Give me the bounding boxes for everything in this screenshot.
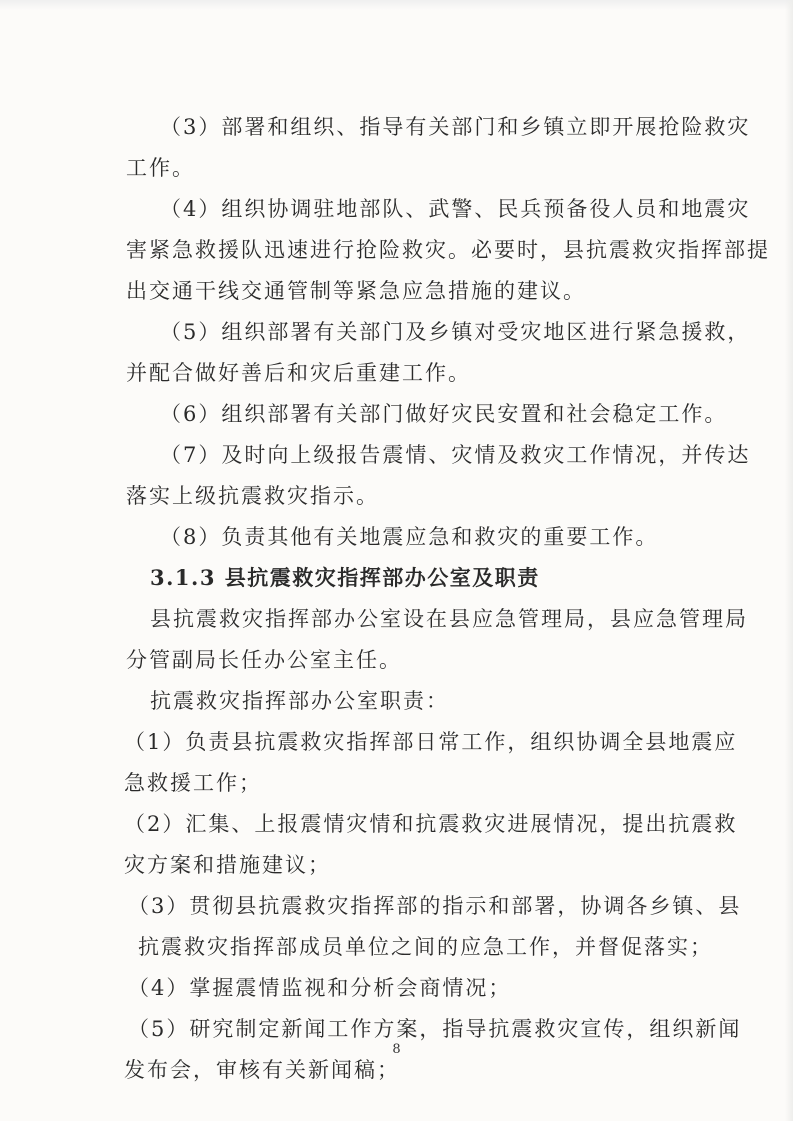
- paragraph-line: 抗震救灾指挥部办公室职责：: [150, 689, 449, 713]
- paragraph-line: 并配合做好善后和灾后重建工作。: [126, 361, 471, 385]
- list-item-line: （2）汇集、上报震情灾情和抗震救灾进展情况，提出抗震救: [124, 812, 738, 836]
- page-number: 8: [392, 1042, 401, 1057]
- list-item-line: 灾方案和措施建议；: [124, 853, 331, 877]
- section-heading: 3.1.3 县抗震救灾指挥部办公室及职责: [150, 565, 540, 590]
- paragraph-line: 分管副局长任办公室主任。: [126, 648, 402, 672]
- list-item-line: 抗震救灾指挥部成员单位之间的应急工作，并督促落实；: [138, 935, 713, 959]
- paragraph-line: 害紧急救援队迅速进行抢险救灾。必要时，县抗震救灾指挥部提: [126, 238, 770, 262]
- paragraph-line: （7）及时向上级报告震情、灾情及救灾工作情况，并传达: [160, 443, 751, 467]
- paragraph-line: （5）组织部署有关部门及乡镇对受灾地区进行紧急援救，: [160, 320, 751, 344]
- paragraph-line: 工作。: [126, 156, 195, 180]
- list-item-line: 发布会，审核有关新闻稿；: [124, 1058, 400, 1082]
- list-item-line: （3）贯彻县抗震救灾指挥部的指示和部署，协调各乡镇、县: [128, 894, 742, 918]
- scan-edge-top: [0, 0, 793, 10]
- paragraph-line: （4）组织协调驻地部队、武警、民兵预备役人员和地震灾: [160, 197, 751, 221]
- list-item-line: 急救援工作；: [124, 771, 262, 795]
- paragraph-line: （8）负责其他有关地震应急和救灾的重要工作。: [160, 525, 659, 549]
- list-item-line: （1）负责县抗震救灾指挥部日常工作，组织协调全县地震应: [124, 730, 738, 754]
- paragraph-line: （6）组织部署有关部门做好灾民安置和社会稳定工作。: [160, 402, 728, 426]
- paragraph-line: 县抗震救灾指挥部办公室设在县应急管理局，县应急管理局: [150, 607, 748, 631]
- paragraph-line: 落实上级抗震救灾指示。: [126, 484, 379, 508]
- scan-edge-right: [785, 0, 793, 1121]
- paragraph-line: 出交通干线交通管制等紧急应急措施的建议。: [126, 279, 586, 303]
- list-item-line: （4）掌握震情监视和分析会商情况；: [128, 976, 512, 1000]
- list-item-line: （5）研究制定新闻工作方案，指导抗震救灾宣传，组织新闻: [128, 1017, 742, 1041]
- paragraph-line: （3）部署和组织、指导有关部门和乡镇立即开展抢险救灾: [160, 115, 751, 139]
